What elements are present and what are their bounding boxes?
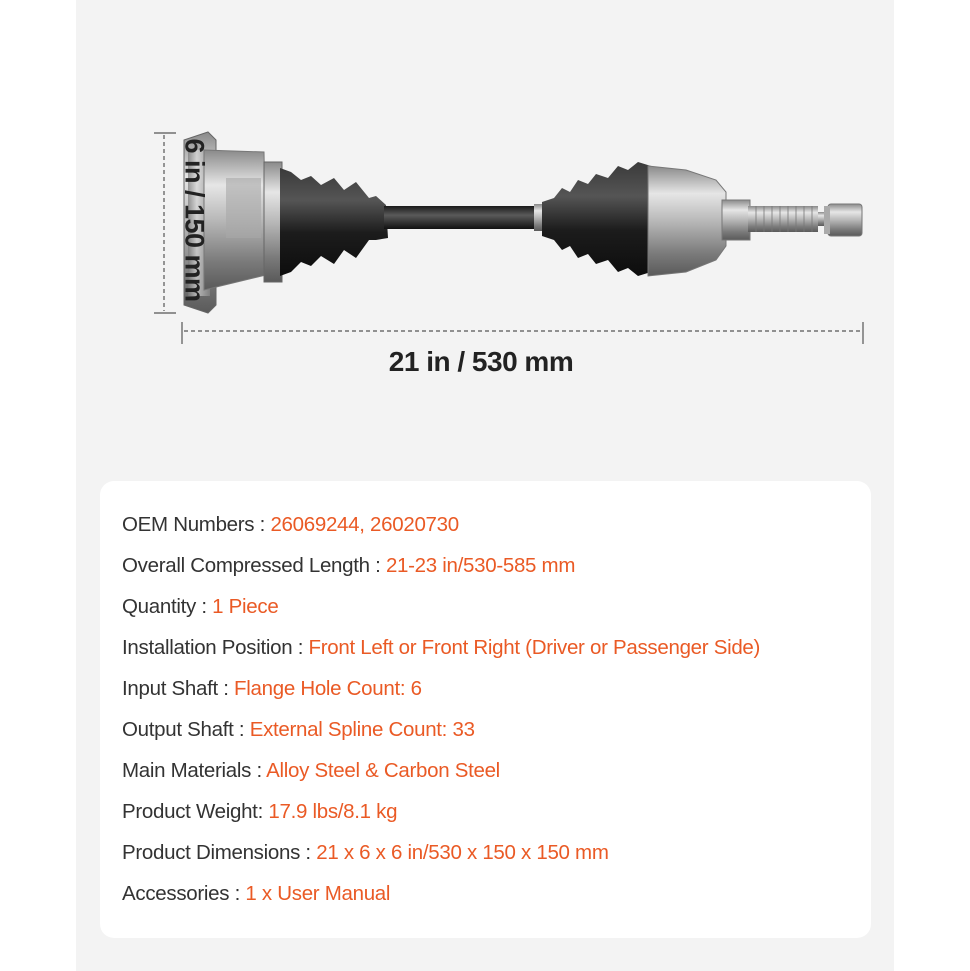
spec-row-oem-numbers — [122, 512, 459, 538]
spec-value: Front Left or Front Right (Driver or Passenger Side) — [308, 636, 761, 659]
inner-boot — [264, 162, 388, 282]
spec-value: Alloy Steel & Carbon Steel — [266, 759, 500, 782]
spec-row-quantity — [122, 594, 278, 620]
axle-nut — [824, 204, 862, 236]
spec-label: Quantity : — [122, 595, 213, 618]
spec-row-output-shaft — [122, 717, 475, 743]
spec-value: 26069244, 26020730 — [270, 513, 459, 536]
spec-value: 1 Piece — [212, 595, 279, 618]
height-dimension-label: 6 in / 150 mm — [179, 138, 210, 302]
spec-value: Flange Hole Count: 6 — [234, 677, 422, 700]
width-dimension-label: 21 in / 530 mm — [388, 346, 574, 377]
spec-value: 1 x User Manual — [245, 882, 391, 905]
spec-label: Product Dimensions : — [122, 841, 317, 864]
spec-value: 21 x 6 x 6 in/530 x 150 x 150 mm — [316, 841, 609, 864]
output-spline-stub — [748, 206, 830, 232]
outer-boot — [542, 162, 651, 276]
spec-label: Product Weight: — [122, 800, 269, 823]
spec-row-compressed-length — [122, 553, 575, 579]
spec-label: Installation Position : — [122, 636, 309, 659]
spec-label: Main Materials : — [122, 759, 267, 782]
height-dimension-line — [154, 133, 176, 313]
spec-value: 17.9 lbs/8.1 kg — [268, 800, 398, 823]
product-image-area — [76, 0, 894, 460]
spec-label: Output Shaft : — [122, 718, 250, 741]
spec-row-accessories — [122, 881, 390, 907]
spec-label: Accessories : — [122, 882, 246, 905]
specifications-card — [100, 481, 871, 938]
spec-value: External Spline Count: 33 — [249, 718, 475, 741]
spec-row-product-dimensions — [122, 840, 609, 866]
spec-label: OEM Numbers : — [122, 513, 271, 536]
center-shaft — [384, 206, 540, 229]
spec-value: 21-23 in/530-585 mm — [385, 554, 576, 577]
spec-row-input-shaft — [122, 676, 422, 702]
spec-label: Overall Compressed Length : — [122, 554, 386, 577]
spec-label: Input Shaft : — [122, 677, 235, 700]
spec-row-installation-position — [122, 635, 760, 661]
outer-cv-housing — [648, 166, 750, 276]
spec-row-product-weight — [122, 799, 397, 825]
width-dimension-line — [182, 322, 863, 344]
spec-row-main-materials — [122, 758, 500, 784]
